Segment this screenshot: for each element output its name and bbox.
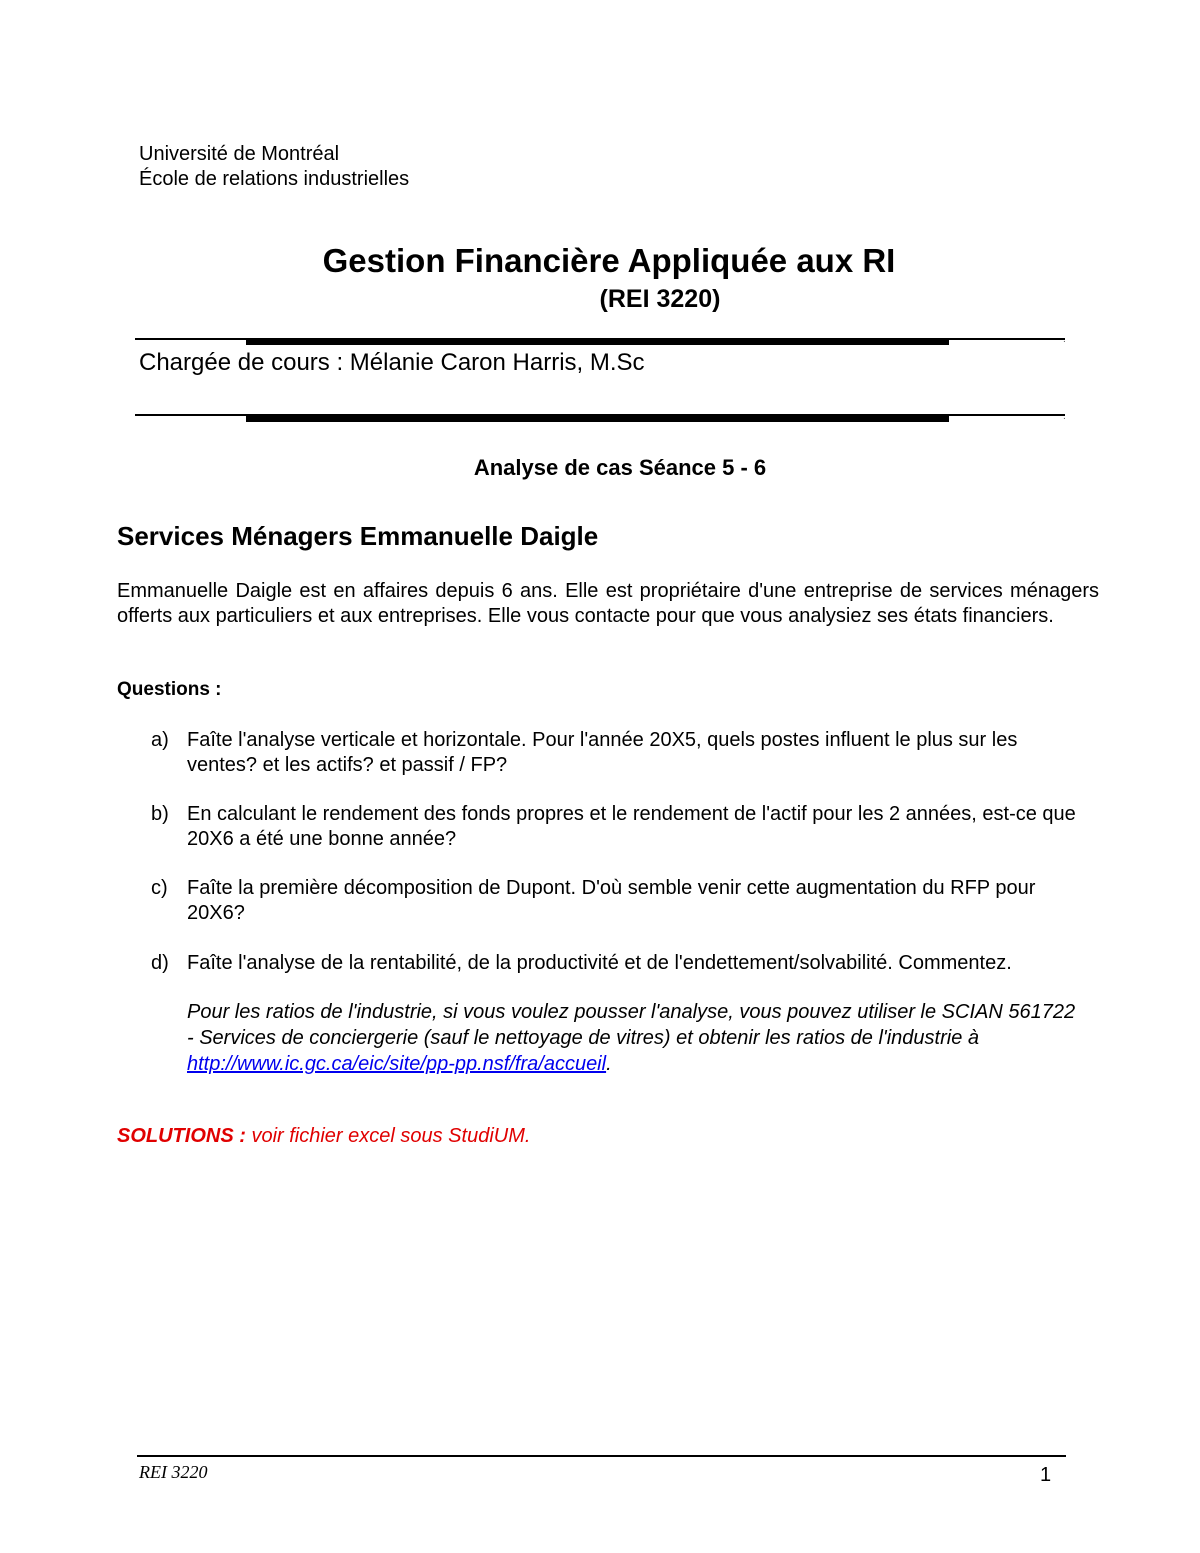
question-letter: a) [151,729,169,751]
question-text: Faîte l'analyse de la rentabilité, de la productivité et de l'endettement/solvabilité. Commentez. [187,952,1012,974]
solutions-line [117,1125,530,1148]
question-text: Faîte l'analyse verticale et horizontale. Pour l'année 20X5, quels postes influent le plus sur les ventes? et les actifs? et passif / FP? [187,729,1018,776]
lecturer: Chargée de cours : Mélanie Caron Harris, M.Sc [139,349,645,376]
question-item [0,951,1200,981]
course-title: Gestion Financière Appliquée aux RI [322,242,896,279]
question-letter: c) [151,877,168,899]
course-code: (REI 3220) [599,285,721,313]
page-number: 1 [1040,1464,1052,1486]
solutions-label: SOLUTIONS : [117,1125,246,1147]
university-name: Université de Montréal [139,143,340,165]
rule-marker: . [1063,411,1066,422]
session-title: Analyse de cas Séance 5 - 6 [473,455,767,480]
question-item [0,876,1200,936]
school-name: École de relations industrielles [139,168,410,190]
question-text: En calculant le rendement des fonds propres et le rendement de l'actif pour les 2 années, est-ce que 20X6 a été une bonne année? [187,803,1076,850]
footer-rule [137,1455,1066,1457]
industry-note-end: . [606,1053,612,1075]
question-letter: b) [151,803,169,825]
question-item [0,802,1200,862]
industry-note [187,999,1077,1077]
company-heading: Services Ménagers Emmanuelle Daigle [117,521,599,551]
rule-marker: . [1063,334,1066,345]
question-text: Faîte la première décomposition de Dupont. D'où semble venir cette augmentation du RFP pour 20X6? [187,877,1036,924]
rule-bottom-thick [246,416,949,422]
solutions-text: voir fichier excel sous StudiUM. [245,1125,531,1147]
footer-course-code: REI 3220 [139,1462,208,1482]
rule-top-thick [246,339,949,345]
question-letter: d) [151,952,169,974]
questions-heading: Questions : [117,679,222,700]
question-item [0,728,1200,788]
industry-link[interactable]: http://www.ic.gc.ca/eic/site/pp-pp.nsf/fra/accueil [187,1053,607,1075]
intro-paragraph: Emmanuelle Daigle est en affaires depuis 6 ans. Elle est propriétaire d'une entreprise de services ménagers offerts aux particuliers et aux entreprises. Elle vous contacte pour que vous analysiez ses états financiers. [117,580,1099,627]
industry-note-text: Pour les ratios de l'industrie, si vous voulez pousser l'analyse, vous pouvez utiliser le SCIAN 561722 - Services de conciergerie (sauf le nettoyage de vitres) et obtenir les ratios de l'industrie à [187,1001,1076,1049]
